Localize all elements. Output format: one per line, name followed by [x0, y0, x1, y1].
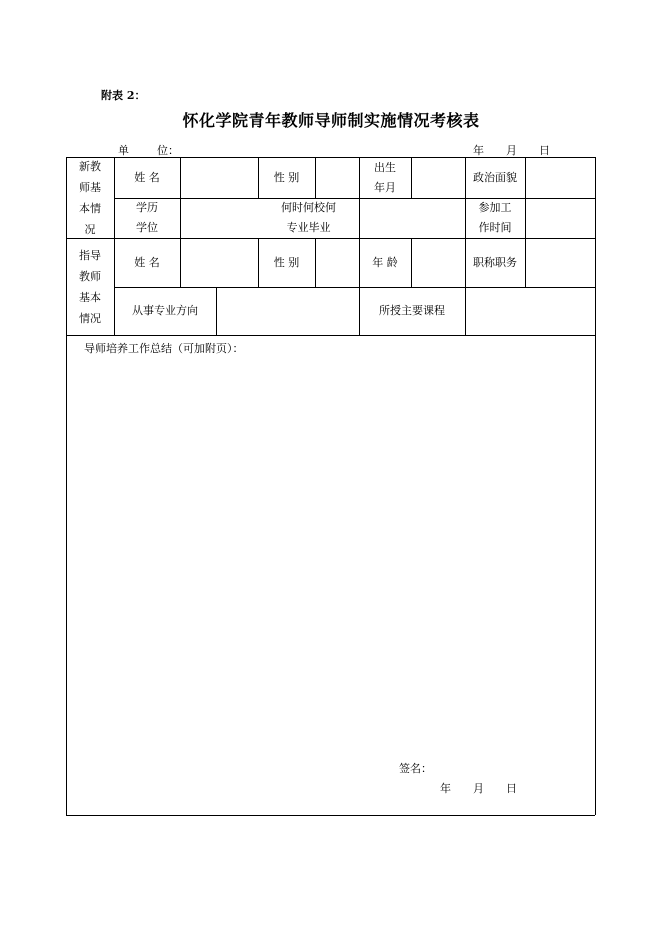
mentor-section-label: 指导 教师 基本 情况: [79, 248, 101, 325]
mentor-gender-field[interactable]: [315, 238, 359, 287]
mentor-courses-field[interactable]: [465, 287, 595, 335]
new-teacher-graduation-field[interactable]: [359, 198, 465, 238]
new-teacher-education-field[interactable]: [180, 198, 258, 238]
mentor-age-label: 年 龄: [372, 255, 398, 269]
mentor-specialty-label: 从事专业方向: [132, 304, 198, 317]
unit-label: 单 位：: [118, 144, 179, 157]
mentor-name-field[interactable]: [180, 238, 258, 287]
new-teacher-work-start-label: 参加工 作时间: [478, 201, 512, 234]
new-teacher-birth-label: 出生 年月: [374, 160, 396, 194]
mentor-courses-label: 所授主要课程: [379, 304, 445, 317]
new-teacher-graduation-label: 何时何校何 专业毕业: [281, 201, 336, 234]
mentor-gender-label: 性 别: [273, 255, 300, 269]
form-title: 怀化学院青年教师导师制实施情况考核表: [182, 111, 480, 130]
new-teacher-birth-field[interactable]: [411, 157, 465, 198]
new-teacher-name-field[interactable]: [180, 157, 258, 198]
mentor-specialty-field[interactable]: [216, 287, 359, 335]
new-teacher-political-label: 政治面貌: [473, 170, 517, 184]
mentor-name-label: 姓 名: [134, 255, 160, 269]
new-teacher-education-label: 学历 学位: [136, 201, 158, 234]
mentor-age-field[interactable]: [411, 238, 465, 287]
signature-date: 年 月 日: [440, 782, 517, 795]
new-teacher-work-start-field[interactable]: [525, 198, 595, 238]
new-teacher-name-label: 姓 名: [134, 170, 160, 184]
new-teacher-gender-label: 性 别: [273, 170, 300, 184]
new-teacher-gender-field[interactable]: [315, 157, 359, 198]
mentor-title-field[interactable]: [525, 238, 595, 287]
new-teacher-political-field[interactable]: [525, 157, 595, 198]
summary-label: 导师培养工作总结（可加附页）：: [84, 342, 244, 355]
mentor-title-label: 职称职务: [473, 255, 517, 269]
signature-label: 签名：: [399, 762, 432, 775]
new-teacher-section-label: 新教 师基 本情 况: [79, 159, 101, 236]
appendix-label: 附表 2：: [101, 89, 146, 102]
header-date: 年 月 日: [473, 144, 550, 157]
